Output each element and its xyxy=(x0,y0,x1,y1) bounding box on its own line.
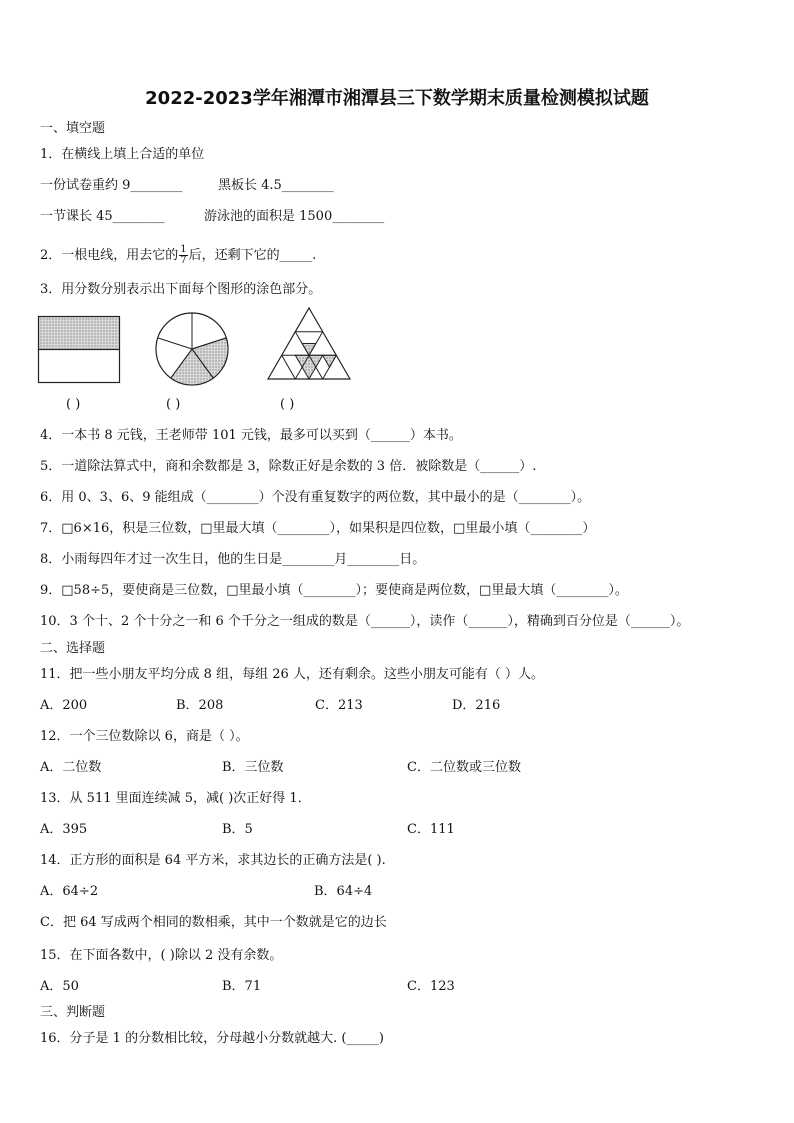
question-4: 4．一本书 8 元钱，王老师带 101 元钱，最多可以买到（______）本书。 xyxy=(40,428,462,443)
question-8: 8．小雨每四年才过一次生日，他的生日是________月________日。 xyxy=(40,552,426,567)
question-3-blank-1: ( ) xyxy=(66,397,81,412)
figure-triangle-nine-parts xyxy=(266,306,352,382)
question-11-stem: 11．把一些小朋友平均分成 8 组，每组 26 人，还有剩余。这些小朋友可能有（ ）人。 xyxy=(40,667,545,682)
section-heading-multiple-choice: 二、选择题 xyxy=(40,641,106,656)
question-9: 9．□58÷5，要使商是三位数，□里最小填（________）；要使商是两位数，□里最大填（________）。 xyxy=(40,583,628,598)
question-15-option-b: B．71 xyxy=(222,979,262,994)
section-heading-true-false: 三、判断题 xyxy=(40,1005,106,1020)
question-11-option-b: B．208 xyxy=(176,698,224,713)
question-6: 6．用 0、3、6、9 能组成（________）个没有重复数字的两位数，其中最小的是（________）。 xyxy=(40,490,591,505)
question-13-stem: 13．从 511 里面连续减 5，减( )次正好得 1． xyxy=(40,791,311,806)
question-7: 7．□6×16，积是三位数，□里最大填（________），如果积是四位数，□里最小填（________） xyxy=(40,521,596,536)
figure-circle-five-parts xyxy=(152,309,232,389)
question-1-item-b: 黑板长 4.5________ xyxy=(218,178,334,193)
question-16: 16．分子是 1 的分数相比较，分母越小分数就越大. (_____) xyxy=(40,1031,384,1046)
question-11-option-a: A．200 xyxy=(40,698,88,713)
question-11-option-d: D．216 xyxy=(452,698,501,713)
fraction-one-seventh xyxy=(179,245,187,266)
page-title: 2022-2023学年湘潭市湘潭县三下数学期末质量检测模拟试题 xyxy=(145,88,649,109)
question-1-item-a: 一份试卷重约 9________ xyxy=(40,178,183,193)
question-12-option-b: B．三位数 xyxy=(222,760,284,775)
question-2-pre: 2．一根电线，用去它的 xyxy=(40,248,179,263)
fraction-numerator: 1 xyxy=(180,244,187,255)
question-2 xyxy=(40,245,316,266)
question-3-blank-2: ( ) xyxy=(166,397,181,412)
question-5: 5．一道除法算式中，商和余数都是 3，除数正好是余数的 3 倍．被除数是（______）. xyxy=(40,459,537,474)
question-15-option-c: C．123 xyxy=(407,979,455,994)
question-14-option-a: A．64÷2 xyxy=(40,884,99,899)
question-2-post: 后，还剩下它的_____. xyxy=(188,248,317,263)
section-heading-fill-blanks: 一、填空题 xyxy=(40,121,106,136)
question-14-option-b: B．64÷4 xyxy=(314,884,373,899)
question-1-item-c: 一节课长 45________ xyxy=(40,209,165,224)
question-1-stem: 1．在横线上填上合适的单位 xyxy=(40,147,205,162)
question-14-stem: 14．正方形的面积是 64 平方米，求其边长的正确方法是( ). xyxy=(40,853,386,868)
question-13-option-c: C．111 xyxy=(407,822,455,837)
question-3-blank-3: ( ) xyxy=(280,397,295,412)
figure-rectangle-half-shaded xyxy=(37,315,121,385)
question-13-option-a: A．395 xyxy=(40,822,88,837)
question-12-stem: 12．一个三位数除以 6，商是（ ）。 xyxy=(40,729,249,744)
question-15-stem: 15．在下面各数中，( )除以 2 没有余数。 xyxy=(40,948,283,963)
question-12-option-a: A．二位数 xyxy=(40,760,102,775)
question-10: 10．3 个十、2 个十分之一和 6 个千分之一组成的数是（______），读作（______），精确到百分位是（______）。 xyxy=(40,614,690,629)
question-11-option-c: C．213 xyxy=(315,698,363,713)
question-3-stem: 3．用分数分别表示出下面每个图形的涂色部分。 xyxy=(40,282,322,297)
question-15-option-a: A．50 xyxy=(40,979,79,994)
question-1-item-d: 游泳池的面积是 1500________ xyxy=(204,209,385,224)
fraction-denominator: 7 xyxy=(180,255,187,266)
question-12-option-c: C．二位数或三位数 xyxy=(407,760,521,775)
question-14-option-c: C．把 64 写成两个相同的数相乘，其中一个数就是它的边长 xyxy=(40,915,387,930)
question-13-option-b: B．5 xyxy=(222,822,253,837)
